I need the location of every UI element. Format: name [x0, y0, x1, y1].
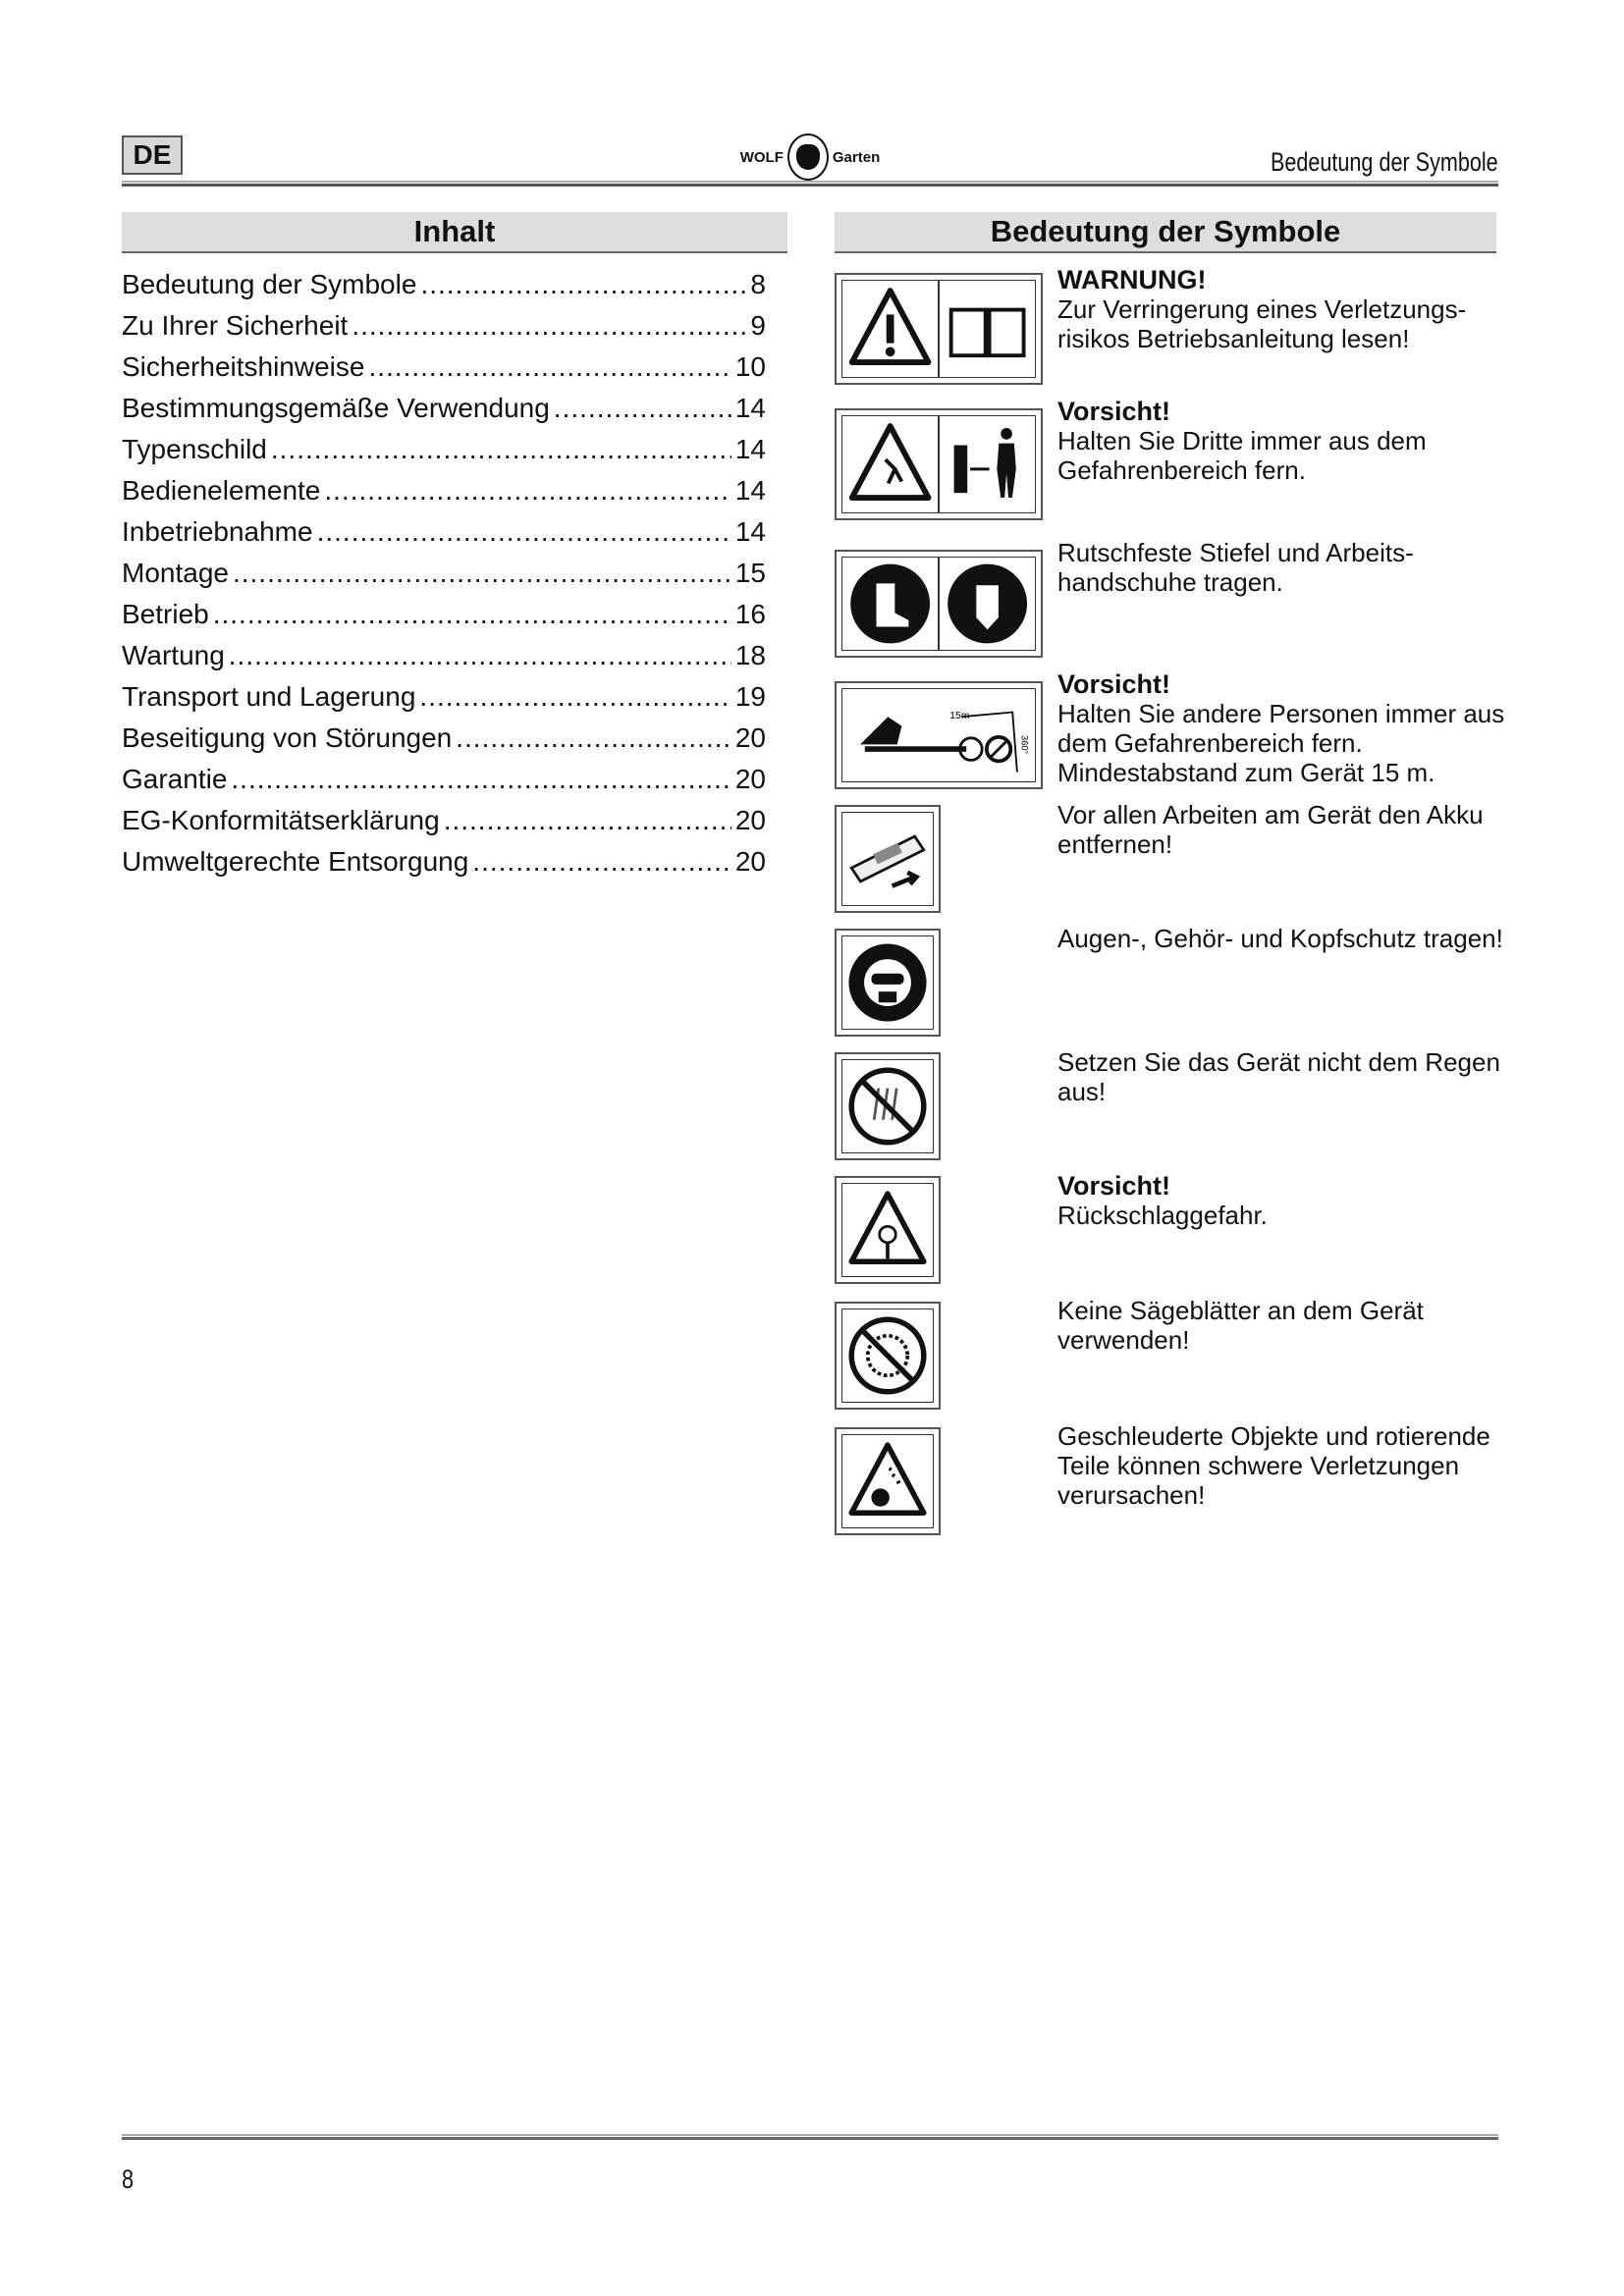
hazard-person-icon	[842, 416, 938, 512]
angle-label: 360°	[1019, 735, 1031, 755]
toc-leader-dots	[444, 805, 731, 836]
toc-entry-label: Montage	[122, 558, 229, 588]
toc-entry[interactable]	[122, 475, 766, 516]
toc-entry[interactable]	[122, 434, 766, 475]
toc-entry-label: EG-Konformitätserklärung	[122, 805, 440, 835]
toc-entry-label: Inbetriebnahme	[122, 516, 313, 547]
symbol-text: Zur Verringerung eines Verletzungs-risikos Betriebsanleitung lesen!	[1057, 294, 1467, 353]
toc-entry[interactable]	[122, 722, 766, 764]
footer-divider	[122, 2134, 1498, 2136]
pictogram-frame	[841, 1059, 934, 1153]
no-saw-blade-icon	[842, 1309, 933, 1402]
kickback-icon	[842, 1184, 933, 1276]
running-header: Bedeutung der Symbole	[1271, 147, 1498, 177]
header-divider	[122, 181, 1498, 183]
toc-entry-label: Bestimmungsgemäße Verwendung	[122, 393, 550, 423]
thrown-objects-icon	[842, 1435, 933, 1527]
person-distance-icon	[940, 416, 1035, 512]
pictogram-frame	[841, 557, 1036, 651]
toc-leader-dots	[233, 558, 731, 589]
toc-leader-dots	[368, 351, 731, 383]
symbol-heading: Vorsicht!	[1057, 669, 1171, 699]
toc-entry[interactable]	[122, 393, 766, 434]
toc-entry-page: 9	[750, 310, 766, 341]
symbol-pictogram	[835, 1302, 941, 1410]
symbol-heading: Vorsicht!	[1057, 1171, 1171, 1201]
toc-entry-page: 14	[734, 475, 766, 506]
pictogram-frame	[841, 1308, 934, 1403]
symbol-text: Keine Sägeblätter an dem Gerät verwenden!	[1057, 1296, 1424, 1355]
toc-leader-dots	[213, 599, 731, 630]
toc-entry-page: 19	[734, 681, 766, 712]
symbol-text: Halten Sie andere Personen immer aus dem Gefahrenbereich fern. Mindestabstand zum Gerät 15 m.	[1057, 699, 1505, 787]
pictogram-frame	[841, 1183, 934, 1277]
toc-entry-page: 20	[734, 846, 766, 877]
safety-gloves-icon	[940, 558, 1035, 650]
footer-divider	[122, 2137, 1498, 2140]
symbol-text: Augen-, Gehör- und Kopfschutz tragen!	[1057, 924, 1503, 953]
symbol-pictogram	[835, 408, 1043, 520]
toc-entry[interactable]	[122, 310, 766, 351]
symbol-description	[1057, 1296, 1509, 1355]
toc-leader-dots	[317, 516, 731, 548]
pictogram-frame	[841, 280, 1036, 378]
symbol-text: Halten Sie Dritte immer aus dem Gefahrenbereich fern.	[1057, 426, 1427, 485]
toc-entry-label: Bedeutung der Symbole	[122, 269, 417, 299]
toc-entry-page: 14	[734, 516, 766, 547]
symbol-description	[1057, 924, 1509, 953]
toc-entry[interactable]	[122, 558, 766, 599]
pictogram-frame	[841, 812, 934, 906]
symbol-text: Setzen Sie das Gerät nicht dem Regen aus!	[1057, 1047, 1500, 1106]
toc-entry-page: 20	[734, 722, 766, 753]
symbol-description	[1057, 1421, 1509, 1510]
toc-entry-label: Transport und Lagerung	[122, 681, 416, 712]
symbols-heading: Bedeutung der Symbole	[835, 212, 1496, 253]
toc-entry-page: 15	[734, 558, 766, 588]
toc-entry[interactable]	[122, 599, 766, 640]
header-divider	[122, 184, 1498, 187]
pictogram-frame	[841, 1434, 934, 1528]
toc-entry-label: Zu Ihrer Sicherheit	[122, 310, 349, 341]
toc-entry[interactable]	[122, 805, 766, 846]
symbol-pictogram	[835, 805, 941, 913]
toc-entry[interactable]	[122, 764, 766, 805]
symbol-description	[1057, 669, 1509, 787]
warning-triangle-icon	[842, 281, 938, 377]
symbol-text: Rückschlaggefahr.	[1057, 1201, 1268, 1230]
symbol-description	[1057, 265, 1509, 353]
symbol-pictogram	[835, 681, 1043, 789]
logo-text-left: WOLF	[739, 148, 784, 166]
toc-entry-page: 20	[734, 764, 766, 794]
symbol-description	[1057, 800, 1509, 859]
symbol-text: Vor allen Arbeiten am Gerät den Akku entfernen!	[1057, 800, 1484, 859]
symbol-pictogram	[835, 550, 1043, 658]
symbol-pictogram	[835, 1176, 941, 1284]
toc-entry-page: 10	[734, 351, 766, 382]
toc-leader-dots	[420, 269, 746, 300]
pictogram-frame	[841, 935, 934, 1030]
toc-entry-page: 18	[734, 640, 766, 670]
toc-entry-page: 16	[734, 599, 766, 629]
language-badge: DE	[122, 135, 183, 175]
toc-entry[interactable]	[122, 640, 766, 681]
toc-entry[interactable]	[122, 269, 766, 310]
pictogram-frame	[841, 415, 1036, 513]
toc-entry-label: Umweltgerechte Entsorgung	[122, 846, 469, 877]
toc-leader-dots	[472, 846, 731, 878]
toc-leader-dots	[352, 310, 746, 342]
brand-logo	[731, 133, 889, 182]
protective-gear-icon	[842, 936, 933, 1029]
symbol-pictogram	[835, 1052, 941, 1160]
distance-15m-icon	[842, 689, 1035, 781]
symbol-text: Geschleuderte Objekte und rotierende Teile können schwere Verletzungen verursachen!	[1057, 1421, 1490, 1510]
toc-entry[interactable]	[122, 681, 766, 722]
toc-entry-label: Wartung	[122, 640, 225, 670]
symbol-description	[1057, 538, 1509, 597]
toc-leader-dots	[271, 434, 731, 465]
symbol-heading: Vorsicht!	[1057, 397, 1171, 426]
toc-entry-label: Betrieb	[122, 599, 209, 629]
symbol-description	[1057, 1171, 1509, 1230]
symbol-heading: WARNUNG!	[1057, 265, 1207, 294]
toc-entry-label: Bedienelemente	[122, 475, 321, 506]
toc-entry-page: 8	[750, 269, 766, 299]
symbol-description	[1057, 1047, 1509, 1106]
open-book-icon	[940, 281, 1035, 377]
toc-entry-label: Garantie	[122, 764, 228, 794]
symbol-text: Rutschfeste Stiefel und Arbeits-handschuhe tragen.	[1057, 538, 1414, 597]
symbol-pictogram	[835, 929, 941, 1037]
toc-entry-label: Beseitigung von Störungen	[122, 722, 453, 753]
toc-entry-page: 14	[734, 434, 766, 464]
distance-label: 15m	[949, 711, 970, 722]
symbol-pictogram	[835, 1427, 941, 1535]
toc-entry-label: Typenschild	[122, 434, 267, 464]
logo-text-right: Garten	[832, 148, 881, 166]
wolf-head-icon	[787, 133, 829, 181]
toc-entry[interactable]	[122, 516, 766, 558]
toc-leader-dots	[554, 393, 731, 424]
toc-entry-page: 14	[734, 393, 766, 423]
toc-heading: Inhalt	[122, 212, 787, 253]
toc-leader-dots	[419, 681, 731, 713]
toc-entry-page: 20	[734, 805, 766, 835]
pictogram-frame	[841, 688, 1036, 782]
symbol-description	[1057, 397, 1509, 485]
no-rain-icon	[842, 1060, 933, 1152]
toc-leader-dots	[456, 722, 731, 754]
toc-entry[interactable]	[122, 351, 766, 393]
toc-leader-dots	[324, 475, 731, 507]
page-number: 8	[122, 2164, 135, 2194]
toc-entry[interactable]	[122, 846, 766, 887]
remove-battery-icon	[842, 813, 933, 905]
toc-leader-dots	[229, 640, 731, 671]
toc-entry-label: Sicherheitshinweise	[122, 351, 365, 382]
symbol-pictogram	[835, 273, 1043, 385]
safety-boots-icon	[842, 558, 938, 650]
toc-leader-dots	[231, 764, 731, 795]
